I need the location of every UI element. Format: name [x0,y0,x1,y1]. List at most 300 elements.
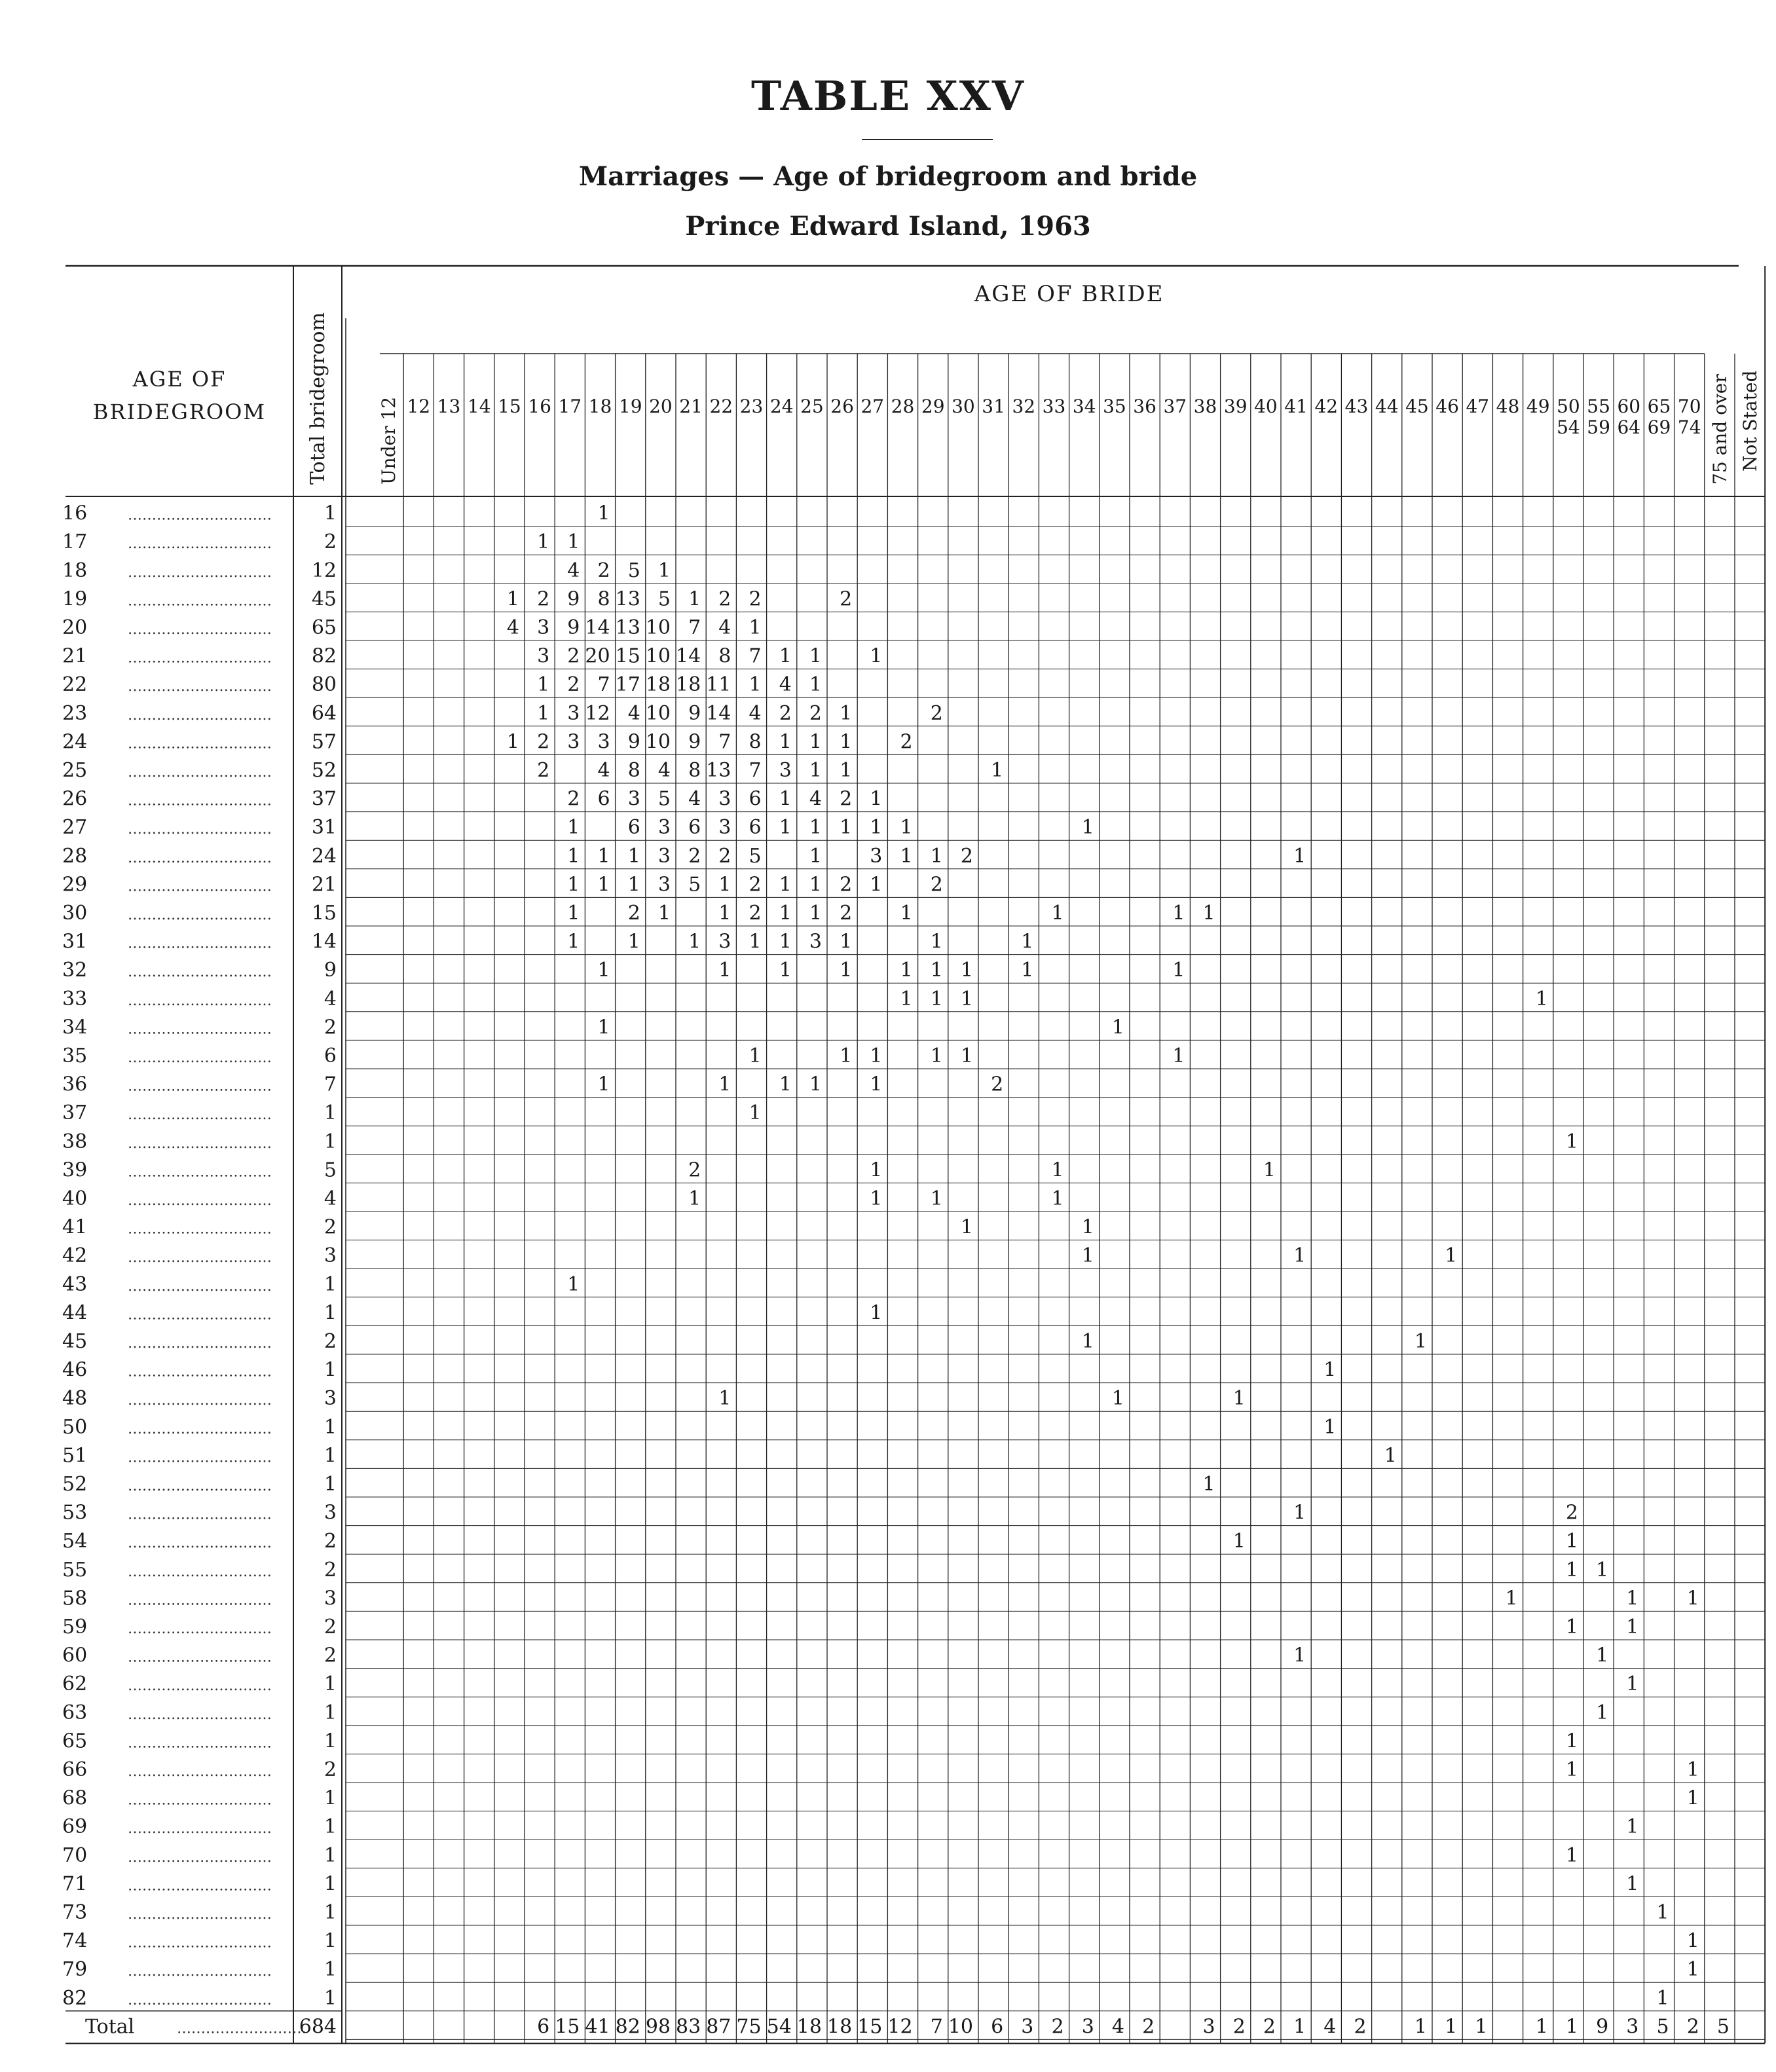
table-cell: 1 [1081,816,1094,840]
bridegroom-age-label: 65 [62,1730,88,1753]
table-cell: 1 [1111,1016,1124,1039]
bridegroom-age-label: 24 [62,730,88,754]
table-cell: 1 [1565,1530,1578,1553]
bride-age-label: 14 [467,396,491,417]
total-cell: 4 [1111,2015,1124,2039]
bride-age-label: 49 [1526,396,1550,417]
bridegroom-age-label: 34 [62,1016,88,1039]
table-cell: 2 [567,673,580,697]
row-total: 1 [324,1415,337,1439]
table-cell: 2 [1565,1501,1578,1525]
table-cell: 1 [1202,1473,1215,1496]
leader-dots: ………………………… [128,1735,272,1752]
bride-age-label: 60 [1617,396,1641,417]
row-total: 2 [324,1558,337,1582]
table-cell: 1 [1505,1587,1518,1610]
table-cell: 1 [567,530,580,554]
row-total: 12 [311,559,337,582]
row-total: 1 [324,1301,337,1325]
bride-age-label: 70 [1677,396,1701,417]
table-cell: 8 [718,644,731,668]
table-cell: 6 [597,787,610,811]
bridegroom-age-label: 63 [62,1701,88,1724]
table-cell: 9 [567,616,580,639]
row-total: 24 [311,844,337,868]
bridegroom-age-label: 28 [62,844,88,868]
table-cell: 7 [749,759,762,782]
total-bridegroom-header: Total bridegroom [306,312,329,485]
table-cell: 1 [1535,987,1548,1010]
table-cell: 1 [567,1272,580,1296]
table-cell: 1 [840,759,853,782]
row-total: 1 [324,1986,337,2010]
leader-dots: ………………………… [128,1706,272,1723]
table-cell: 9 [688,701,701,725]
row-total: 64 [311,701,337,725]
bridegroom-age-label: 54 [62,1530,88,1553]
leader-dots: ………………………… [128,1934,272,1952]
table-cell: 4 [627,701,640,725]
table-cell: 1 [1686,1758,1699,1781]
table-cell: 1 [567,930,580,953]
table-cell: 1 [597,502,610,525]
table-cell: 1 [1565,1843,1578,1867]
table-cell: 4 [506,616,519,639]
bridegroom-age-label: 82 [62,1986,88,2010]
leader-dots: ………………………… [128,536,272,553]
table-cell: 1 [688,930,701,953]
table-cell: 1 [930,959,943,982]
table-cell: 1 [1051,1187,1064,1210]
total-cell: 75 [736,2015,762,2039]
table-cell: 1 [1445,1244,1458,1268]
bridegroom-age-label: 60 [62,1644,88,1667]
leader-dots: ………………………… [128,1963,272,1980]
row-total: 52 [311,759,337,782]
table-cell: 1 [688,587,701,611]
table-cell: 1 [597,1016,610,1039]
table-cell: 1 [900,816,913,840]
bride-age-label: 12 [407,396,431,417]
bride-age-label: 25 [800,396,824,417]
total-cell: 54 [766,2015,792,2039]
table-cell: 2 [567,787,580,811]
row-total: 2 [324,1215,337,1239]
total-cell: 2 [1232,2015,1246,2039]
leader-dots: ………………………… [128,1050,272,1066]
total-cell: 2 [1142,2015,1155,2039]
total-cell: 15 [555,2015,580,2039]
table-cell: 1 [749,1101,762,1125]
table-cell: 2 [960,844,973,868]
row-total: 1 [324,1730,337,1753]
total-cell: 7 [930,2015,943,2039]
table-cell: 1 [960,959,973,982]
leader-dots: ………………………… [128,792,272,809]
bridegroom-age-label: 59 [62,1616,88,1638]
table-cell: 1 [840,959,853,982]
table-cell: 3 [567,701,580,725]
table-cell: 9 [688,730,701,754]
bridegroom-age-label: 22 [62,673,88,697]
leader-dots: ………………………… [128,621,272,638]
table-cell: 1 [840,930,853,953]
bride-age-label: 42 [1314,396,1339,417]
table-cell: 1 [840,1045,853,1067]
table-cell: 1 [1596,1558,1609,1582]
table-cell: 3 [779,759,792,782]
bride-age-label: 65 [1647,396,1671,417]
table-cell: 3 [657,844,671,868]
bride-age-label: 64 [1617,416,1641,438]
total-cell: 2 [1354,2015,1367,2039]
table-cell: 11 [706,673,731,697]
bridegroom-age-label: 36 [62,1073,88,1096]
table-cell: 2 [840,873,853,897]
row-total: 1 [324,1929,337,1953]
table-cell: 1 [506,730,519,754]
table-cell: 1 [809,844,822,868]
bridegroom-age-label: 17 [62,530,88,554]
bride-age-label: 75 and over [1709,374,1731,485]
table-cell: 1 [657,902,671,925]
table-cell: 1 [1323,1415,1337,1439]
table-cell: 1 [1596,1644,1609,1667]
table-cell: 1 [1293,1501,1306,1525]
bridegroom-age-label: 55 [62,1558,88,1582]
bride-age-label: 17 [558,396,582,417]
leader-dots: ………………………… [128,1249,272,1267]
table-cell: 1 [1686,1587,1699,1610]
total-cell: 15 [857,2015,883,2039]
table-cell: 1 [749,930,762,953]
table-cell: 4 [597,759,610,782]
table-cell: 3 [537,644,550,668]
table-cell: 3 [870,844,883,868]
table-cell: 2 [779,701,792,725]
table-cell: 1 [597,844,610,868]
table-cell: 1 [1686,1929,1699,1953]
row-total: 1 [324,1815,337,1839]
table-cell: 1 [567,873,580,897]
table-cell: 2 [537,730,550,754]
table-cell: 1 [537,530,550,554]
table-cell: 5 [657,787,671,811]
table-cell: 1 [779,873,792,897]
table-cell: 1 [1565,1730,1578,1753]
row-total: 14 [311,930,337,953]
table-cell: 10 [645,730,671,754]
leader-dots: ………………………… [128,964,272,981]
table-cell: 1 [900,844,913,868]
total-cell: 9 [1596,2015,1609,2039]
table-cell: 1 [627,930,640,953]
leader-dots: ………………………… [128,1621,272,1637]
leader-dots: ………………………… [128,1392,272,1409]
bride-age-label: 37 [1163,396,1187,417]
row-total: 1 [324,1130,337,1153]
bride-age-label: 32 [1012,396,1036,417]
bridegroom-age-label: 30 [62,902,88,925]
bridegroom-age-label: 25 [62,759,88,782]
bridegroom-age-label: 32 [62,959,88,982]
bride-age-label: 40 [1254,396,1278,417]
bride-age-label: 45 [1405,396,1429,417]
leader-dots: ………………………… [128,1278,272,1295]
table-cell: 1 [870,1301,883,1325]
table-cell: 3 [718,787,731,811]
leader-dots: ………………………… [128,1078,272,1095]
table-cell: 2 [840,787,853,811]
bridegroom-age-label: 42 [62,1244,88,1268]
table-cell: 2 [749,587,762,611]
table-cell: 2 [900,730,913,754]
table-cell: 1 [809,673,822,697]
table-cell: 2 [688,844,701,868]
table-cell: 2 [749,902,762,925]
table-cell: 1 [930,844,943,868]
table-cell: 1 [718,873,731,897]
row-total: 1 [324,1786,337,1810]
table-cell: 3 [627,787,640,811]
row-total: 1 [324,1272,337,1296]
bride-age-label: 41 [1284,396,1308,417]
bride-age-label: 38 [1193,396,1217,417]
bride-age-label: 26 [830,396,854,417]
bride-age-label: 69 [1647,416,1671,438]
bride-age-label: 33 [1042,396,1066,417]
bridegroom-age-label: 73 [62,1901,88,1924]
row-total: 1 [324,1673,337,1696]
table-cell: 2 [627,902,640,925]
bridegroom-age-label: 69 [62,1815,88,1839]
leader-dots: ………………………… [128,1449,272,1466]
bride-age-label: 43 [1344,396,1369,417]
table-cell: 1 [597,1073,610,1096]
table-cell: 8 [749,730,762,754]
leader-dots: ………………………… [128,1906,272,1923]
table-cell: 1 [930,930,943,953]
table-cell: 2 [718,587,731,611]
table-cell: 1 [597,873,610,897]
table-cell: 1 [567,902,580,925]
row-total: 2 [324,1530,337,1553]
table-cell: 1 [1626,1815,1639,1839]
bridegroom-age-label: 27 [62,816,88,840]
leader-dots: ………………………… [128,1821,272,1838]
bridegroom-age-header: BRIDEGROOM [92,399,267,424]
leader-dots: ………………………… [128,1991,272,2008]
leader-dots: ………………………… [128,1592,272,1609]
bridegroom-age-label: 79 [62,1958,88,1982]
leader-dots: ………………………… [128,650,272,667]
table-cell: 3 [567,730,580,754]
row-total: 2 [324,1644,337,1667]
table-cell: 1 [1384,1444,1397,1468]
table-cell: 1 [779,644,792,668]
table-cell: 4 [779,673,792,697]
bride-age-label: 74 [1677,416,1701,438]
bride-age-label: 35 [1103,396,1126,417]
bride-age-label: 27 [860,396,885,417]
total-cell: 82 [615,2015,640,2039]
leader-dots: ………………………… [128,764,272,781]
bridegroom-age-label: 66 [62,1758,88,1781]
table-cell: 17 [615,673,640,697]
table-cell: 1 [1081,1330,1094,1353]
row-total: 9 [324,959,337,982]
table-cell: 1 [779,816,792,840]
table-cell: 2 [840,902,853,925]
total-cell: 1 [1565,2015,1578,2039]
leader-dots: ………………………… [128,1764,272,1780]
table-cell: 1 [960,1045,973,1067]
bride-age-label: 55 [1587,396,1610,417]
table-cell: 1 [779,930,792,953]
leader-dots: ………………………… [128,1878,272,1895]
table-cell: 1 [809,902,822,925]
total-cell: 5 [1716,2015,1730,2039]
table-cell: 1 [809,1073,822,1096]
leader-dots: ………………………… [128,907,272,923]
leader-dots: ………………………… [128,1021,272,1038]
table-cell: 1 [1081,1244,1094,1268]
leader-dots: ………………………… [128,1420,272,1437]
table-cell: 1 [567,816,580,840]
table-cell: 1 [1172,959,1185,982]
row-total: 2 [324,1616,337,1638]
total-cell: 1 [1414,2015,1427,2039]
table-cell: 1 [1081,1215,1094,1239]
table-cell: 1 [1293,844,1306,868]
table-cell: 1 [567,844,580,868]
bridegroom-age-label: 21 [62,644,88,668]
bride-age-label: 21 [679,396,703,417]
bridegroom-age-label: 43 [62,1272,88,1296]
table-cell: 1 [870,787,883,811]
table-cell: 18 [645,673,671,697]
bride-age-label: 59 [1587,416,1610,438]
leader-dots: ………………………… [128,1563,272,1580]
table-cell: 2 [930,701,943,725]
row-total: 57 [311,730,337,754]
table-cell: 2 [567,644,580,668]
total-cell: 87 [706,2015,731,2039]
leader-dots: ………………………… [128,1649,272,1666]
table-cell: 1 [960,987,973,1010]
table-cell: 4 [749,701,762,725]
table-cell: 8 [688,759,701,782]
bride-age-label: 31 [982,396,1005,417]
total-cell: 3 [1081,2015,1094,2039]
bridegroom-age-label: 31 [62,930,88,953]
table-cell: 1 [1172,902,1185,925]
leader-dots: ………………………… [128,1478,272,1494]
bridegroom-age-label: 26 [62,787,88,811]
row-total: 1 [324,1901,337,1924]
leader-dots: ………………………… [128,678,272,695]
table-cell: 1 [991,759,1004,782]
table-cell: 1 [1686,1958,1699,1982]
table-cell: 14 [676,644,701,668]
table-cell: 1 [779,787,792,811]
leader-dots: ………………………… [128,1335,272,1352]
table-cell: 1 [840,816,853,840]
leader-dots: ………………………… [128,1535,272,1552]
row-total: 1 [324,1843,337,1867]
table-cell: 5 [627,559,640,582]
bride-age-label: 36 [1133,396,1156,417]
row-total: 21 [311,873,337,897]
table-cell: 1 [1656,1986,1669,2010]
table-cell: 1 [809,873,822,897]
table-cell: 1 [870,873,883,897]
table-cell: 3 [718,930,731,953]
bride-age-label: Not Stated [1739,370,1762,472]
table-cell: 3 [657,873,671,897]
total-cell: 2 [1263,2015,1276,2039]
bridegroom-age-label: 33 [62,987,88,1010]
leader-dots: ………………………… [128,1164,272,1181]
total-cell: 18 [796,2015,822,2039]
row-total: 45 [311,587,337,611]
bride-age-label: 18 [588,396,612,417]
table-cell: 1 [900,902,913,925]
total-row-label: Total [85,2015,135,2039]
leader-dots: ………………………… [128,735,272,752]
bridegroom-age-label: 52 [62,1473,88,1496]
table-cell: 1 [749,1045,762,1067]
total-cell: 18 [827,2015,853,2039]
leader-dots: ………………………… [128,1678,272,1695]
table-cell: 1 [1232,1530,1246,1553]
leader-dots: ………………………… [128,507,272,524]
table-cell: 1 [1263,1158,1276,1182]
table-cell: 7 [718,730,731,754]
table-cell: 2 [840,587,853,611]
table-cell: 2 [991,1073,1004,1096]
table-cell: 5 [657,587,671,611]
table-cell: 1 [809,644,822,668]
table-cell: 7 [597,673,610,697]
table-cell: 2 [688,1158,701,1182]
table-cell: 6 [627,816,640,840]
bridegroom-age-label: 35 [62,1045,88,1067]
bride-age-label: 34 [1072,396,1096,417]
total-cell: 1 [1445,2015,1458,2039]
table-cell: 1 [900,959,913,982]
table-cell: 10 [645,616,671,639]
table-cell: 1 [1626,1587,1639,1610]
bride-age-label: 48 [1496,396,1520,417]
bridegroom-age-label: 23 [62,701,88,725]
total-cell: 2 [1051,2015,1064,2039]
table-cell: 1 [930,1045,943,1067]
table-cell: 2 [718,844,731,868]
table-cell: 18 [676,673,701,697]
row-total: 2 [324,1016,337,1039]
row-total: 65 [311,616,337,639]
table-cell: 1 [718,902,731,925]
table-cell: 1 [688,1187,701,1210]
table-cell: 1 [1565,1130,1578,1153]
row-total: 3 [324,1387,337,1411]
table-cell: 1 [870,816,883,840]
total-cell: 6 [537,2015,550,2039]
table-subtitle: Marriages — Age of bridegroom and bride [578,161,1198,192]
table-cell: 1 [1596,1701,1609,1724]
total-cell: 12 [887,2015,913,2039]
